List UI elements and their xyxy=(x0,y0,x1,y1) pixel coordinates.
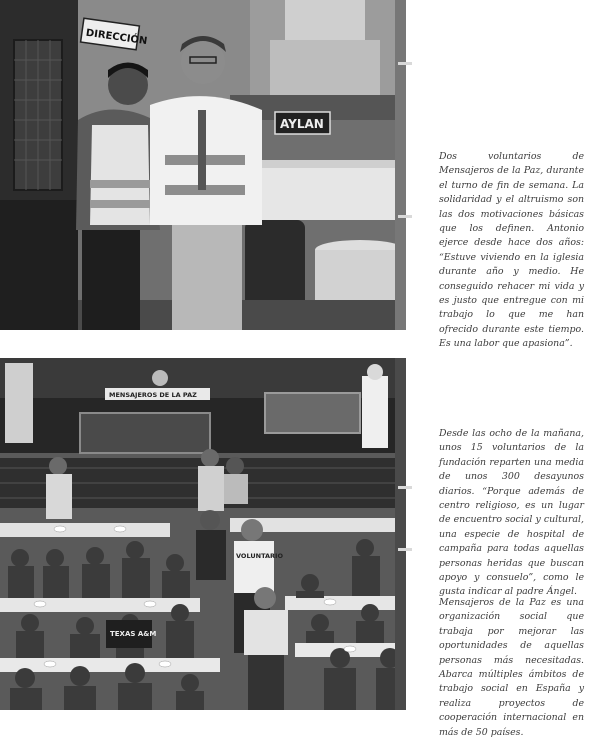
caption-breakfasts: Desde las ocho de la mañana, unos 15 voluntarios de la fundación reparten una media de unos 300 desayunos diarios. “Porque además de centro religioso, es un lugar de encuentro social y cultural, una especie de hospital de campaña para todas aquellas personas heridas que buscan apoyo y consuelo”, como le gusta indicar al padre Ángel. xyxy=(439,428,584,598)
shirt-text: TEXAS A&M xyxy=(110,630,157,638)
photo-volunteers-portrait xyxy=(0,0,406,330)
hall-banner-text: MENSAJEROS DE LA PAZ xyxy=(109,391,197,399)
edge-mark xyxy=(398,486,412,489)
edge-mark xyxy=(398,62,412,65)
photo-breakfast-hall xyxy=(0,358,406,710)
altar-sign-text: AYLAN xyxy=(280,117,324,131)
caption-organization: Mensajeros de la Paz es una organización social que trabaja por mejorar las oportunidades de aquellas personas más necesitadas. Abarca múltiples ámbitos de trabajo social en España y realiza proyectos de cooperación internacional en más de 50 países. xyxy=(439,597,584,738)
vest-label-text: VOLUNTARIO xyxy=(236,552,283,560)
edge-mark xyxy=(398,215,412,218)
caption-volunteers: Dos voluntarios de Mensajeros de la Paz, durante el turno de fin de semana. La solidaridad y el altruismo son las dos motivaciones básicas que los definen. Antonio ejerce desde hace dos años: “Estuve viviendo en la iglesia durante año y medio. He conseguido rehacer mi vida y es justo que entregue con mi trabajo lo que me han ofrecido durante este tiempo. Es una labor que apasiona”. xyxy=(439,151,584,350)
edge-mark xyxy=(398,548,412,551)
direction-sign-text: DIRECCIÓN xyxy=(85,27,148,48)
